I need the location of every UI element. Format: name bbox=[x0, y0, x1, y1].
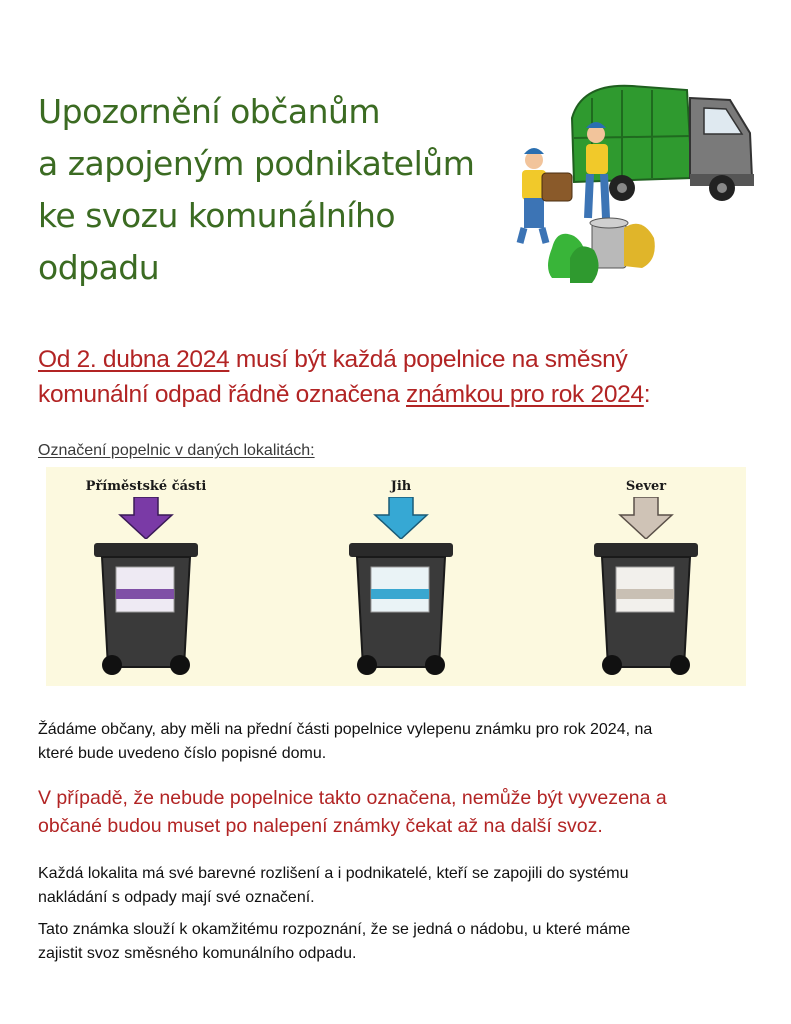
info2-line-2: zajistit svoz směsného komunálního odpadu. bbox=[38, 945, 357, 962]
bin-group-sever bbox=[556, 467, 736, 686]
title-line-4: odpadu bbox=[38, 248, 160, 287]
warning-paragraph bbox=[38, 784, 758, 840]
info2-line-1: Tato známka slouží k okamžitému rozpoznání, že se jedná o nádobu, u které máme bbox=[38, 921, 631, 938]
garbage-truck-illustration bbox=[512, 78, 762, 288]
bins-panel bbox=[46, 467, 746, 686]
warning-line-2: občané budou muset po nalepení známky čekat až na další svoz. bbox=[38, 815, 603, 837]
info1-line-2: nakládání s odpady mají své označení. bbox=[38, 889, 315, 906]
headline-line1-rest: musí být každá popelnice na směsný bbox=[229, 346, 628, 373]
request-paragraph bbox=[38, 718, 758, 766]
headline bbox=[38, 342, 758, 412]
bin-label: Příměstské části bbox=[85, 479, 207, 494]
bin-label: Jih bbox=[390, 479, 412, 494]
bin-group-primestske bbox=[56, 467, 236, 686]
waste-bin-icon bbox=[586, 537, 706, 677]
headline-line2-start: komunální odpad řádně označena bbox=[38, 381, 407, 408]
bin-group-jih bbox=[311, 467, 491, 686]
headline-sticker-phrase: známkou pro rok 2024 bbox=[406, 381, 644, 408]
headline-date: Od 2. dubna 2024 bbox=[38, 346, 230, 373]
info1-line-1: Každá lokalita má své barevné rozlišení a i podnikatelé, kteří se zapojili do systému bbox=[38, 865, 629, 882]
warning-line-1: V případě, že nebude popelnice takto označena, nemůže být vyvezena a bbox=[38, 787, 667, 809]
down-arrow-icon bbox=[616, 497, 676, 539]
down-arrow-icon bbox=[371, 497, 431, 539]
title-line-2: a zapojeným podnikatelům bbox=[38, 144, 475, 183]
notice-title bbox=[38, 86, 508, 294]
title-line-3: ke svozu komunálního bbox=[38, 196, 396, 235]
bin-label: Sever bbox=[625, 479, 667, 494]
down-arrow-icon bbox=[116, 497, 176, 539]
info-paragraph-2 bbox=[38, 918, 758, 966]
headline-line2-end: : bbox=[643, 381, 651, 408]
info-paragraph-1 bbox=[38, 862, 758, 910]
locations-label: Označení popelnic v daných lokalitách: bbox=[38, 442, 315, 459]
request-line-2: které bude uvedeno číslo popisné domu. bbox=[38, 745, 327, 762]
waste-bin-icon bbox=[86, 537, 206, 677]
title-line-1: Upozornění občanům bbox=[38, 92, 381, 131]
request-line-1: Žádáme občany, aby měli na přední části popelnice vylepenu známku pro rok 2024, na bbox=[38, 721, 653, 738]
waste-bin-icon bbox=[341, 537, 461, 677]
